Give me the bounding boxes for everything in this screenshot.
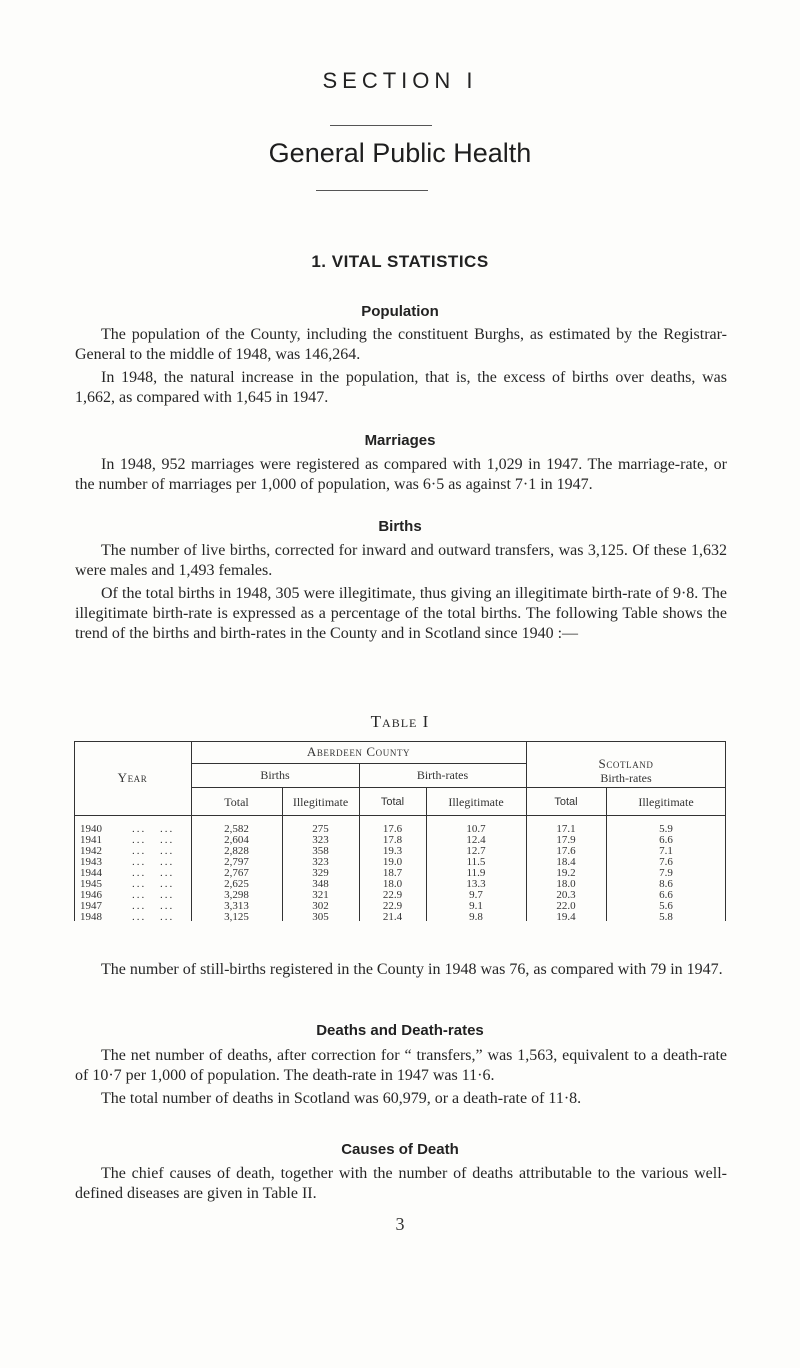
table-row [74,911,726,923]
cell-rate-illeg: 9.7 [469,889,483,901]
scotland-header: Scotland [598,756,654,771]
divider [330,125,432,126]
vital-statistics-heading: 1. VITAL STATISTICS [311,252,489,271]
marriages-paragraph: In 1948, 952 marriages were registered as compared with 1,029 in 1947. The marriage-rate, or the number of marriages per 1,000 of population, was 6·5 as against 7·1 in 1947. [75,456,727,493]
leader-dots: ... [160,889,175,901]
cell-scot-total: 19.2 [556,867,576,879]
cell-births-total: 2,828 [224,845,249,857]
births-paragraph-1: The number of live births, corrected for inward and outward transfers, was 3,125. Of these 1,632 were males and 1,493 females. [75,542,727,579]
cell-births-illeg: 321 [312,889,329,901]
leader-dots: ... [132,911,147,923]
cell-births-total: 2,797 [224,856,249,868]
cell-births-illeg: 323 [312,834,329,846]
cell-scot-illeg: 7.1 [659,845,673,857]
cell-rate-total: 19.0 [382,856,403,868]
cell-scot-illeg: 6.6 [659,889,673,901]
col-rates-total: Total [380,796,405,808]
cell-rate-illeg: 11.5 [466,856,486,868]
leader-dots: ... [160,867,175,879]
population-paragraph-1: The population of the County, including the constituent Burghs, as estimated by the Registrar-General to the middle of 1948, was 146,264. [75,326,727,363]
year-cell: 1944 [80,867,102,879]
cell-scot-illeg: 8.6 [659,878,673,890]
page-number: 3 [395,1214,405,1234]
cell-scot-total: 17.6 [556,845,576,857]
leader-dots: ... [132,900,147,912]
cell-scot-illeg: 5.9 [659,823,673,835]
cell-scot-illeg: 7.9 [659,867,673,879]
cell-scot-total: 22.0 [556,900,576,912]
cell-scot-total: 20.3 [556,889,576,901]
causes-paragraph: The chief causes of death, together with the number of deaths attributable to the various well-defined diseases are given in Table II. [75,1165,727,1202]
table-rule [74,741,726,742]
year-cell: 1945 [80,878,102,890]
cell-births-total: 2,767 [224,867,249,879]
cell-scot-illeg: 5.8 [659,911,673,923]
stillbirths-paragraph: The number of still-births registered in the County in 1948 was 76, as compared with 79 in 1947. [101,961,723,978]
cell-births-illeg: 302 [312,900,329,912]
divider [316,190,428,191]
cell-rate-total: 17.6 [382,823,403,835]
deaths-paragraph-1: The net number of deaths, after correction for “ transfers,” was 1,563, equivalent to a death-rate of 10·7 per 1,000 of population. The death-rate in 1947 was 11·6. [75,1047,727,1084]
year-cell: 1943 [80,856,102,868]
page-title: General Public Health [268,138,532,168]
cell-births-illeg: 275 [312,823,329,835]
cell-scot-total: 17.1 [556,823,576,835]
leader-dots: ... [160,823,175,835]
table-caption: Table I [370,712,430,731]
leader-dots: ... [132,867,147,879]
cell-scot-total: 18.0 [556,878,576,890]
col-scotland-total: Total [554,796,578,808]
leader-dots: ... [132,823,147,835]
leader-dots: ... [132,845,147,857]
cell-births-total: 3,313 [224,900,249,912]
population-heading: Population [361,303,439,320]
leader-dots: ... [160,845,175,857]
leader-dots: ... [132,878,147,890]
cell-births-total: 2,604 [224,834,249,846]
cell-rate-illeg: 12.7 [466,845,486,857]
births-heading: Births [378,518,422,535]
scotland-birth-rates-header: Birth-rates [600,771,652,785]
cell-births-illeg: 348 [312,878,329,890]
col-scotland-illegitimate: Illegitimate [638,795,694,809]
col-births-illegitimate: Illegitimate [292,795,349,809]
year-cell: 1941 [80,834,102,846]
cell-rate-illeg: 12.4 [466,834,486,846]
leader-dots: ... [160,878,175,890]
cell-scot-illeg: 6.6 [659,834,673,846]
cell-rate-total: 22.9 [382,900,403,912]
causes-heading: Causes of Death [341,1141,459,1158]
cell-rate-illeg: 10.7 [466,823,486,835]
cell-rate-illeg: 9.8 [469,911,483,923]
col-births-total: Total [224,795,249,809]
cell-scot-total: 17.9 [556,834,576,846]
leader-dots: ... [160,834,175,846]
table-rule [191,787,726,788]
year-cell: 1946 [80,889,102,901]
cell-rate-total: 21.4 [382,911,403,923]
cell-rate-total: 17.8 [382,834,403,846]
cell-births-illeg: 305 [312,911,329,923]
cell-rate-illeg: 11.9 [466,867,486,879]
birth-rates-header: Birth-rates [416,768,469,782]
cell-births-total: 2,582 [224,823,249,835]
births-header: Births [260,768,290,782]
population-paragraph-2: In 1948, the natural increase in the population, that is, the excess of births over deaths, was 1,662, as compared with 1,645 in 1947. [75,369,727,406]
births-table [74,741,726,921]
cell-births-total: 3,298 [224,889,249,901]
year-header: Year [117,770,148,785]
leader-dots: ... [160,856,175,868]
deaths-heading: Deaths and Death-rates [316,1022,484,1039]
marriages-heading: Marriages [364,432,436,449]
cell-scot-total: 18.4 [556,856,576,868]
births-paragraph-2: Of the total births in 1948, 305 were illegitimate, thus giving an illegitimate birth-rate of 9·8. The illegitimate birth-rate is expressed as a percentage of the total births. The following Table shows the trend of the births and birth-rates in the County and in Scotland since 1940 :— [75,585,727,642]
cell-births-illeg: 323 [312,856,329,868]
year-cell: 1942 [80,845,102,857]
cell-rate-illeg: 9.1 [469,900,483,912]
cell-rate-total: 18.7 [382,867,403,879]
aberdeen-county-header: Aberdeen County [306,744,411,759]
cell-births-illeg: 358 [312,845,329,857]
cell-rate-total: 22.9 [382,889,403,901]
cell-births-illeg: 329 [312,867,329,879]
cell-births-total: 3,125 [224,911,249,923]
cell-rate-illeg: 13.3 [466,878,486,890]
year-cell: 1947 [80,900,102,912]
leader-dots: ... [160,911,175,923]
cell-scot-total: 19.4 [556,911,576,923]
cell-rate-total: 19.3 [382,845,403,857]
cell-rate-total: 18.0 [382,878,403,890]
year-cell: 1948 [80,911,102,923]
year-cell: 1940 [80,823,102,835]
section-heading: SECTION I [322,68,478,93]
table-rule [74,815,726,816]
leader-dots: ... [160,900,175,912]
cell-births-total: 2,625 [224,878,249,890]
col-rates-illegitimate: Illegitimate [448,795,504,809]
cell-scot-illeg: 7.6 [659,856,673,868]
leader-dots: ... [132,856,147,868]
deaths-paragraph-2: The total number of deaths in Scotland was 60,979, or a death-rate of 11·8. [101,1090,582,1107]
cell-scot-illeg: 5.6 [659,900,673,912]
leader-dots: ... [132,834,147,846]
leader-dots: ... [132,889,147,901]
